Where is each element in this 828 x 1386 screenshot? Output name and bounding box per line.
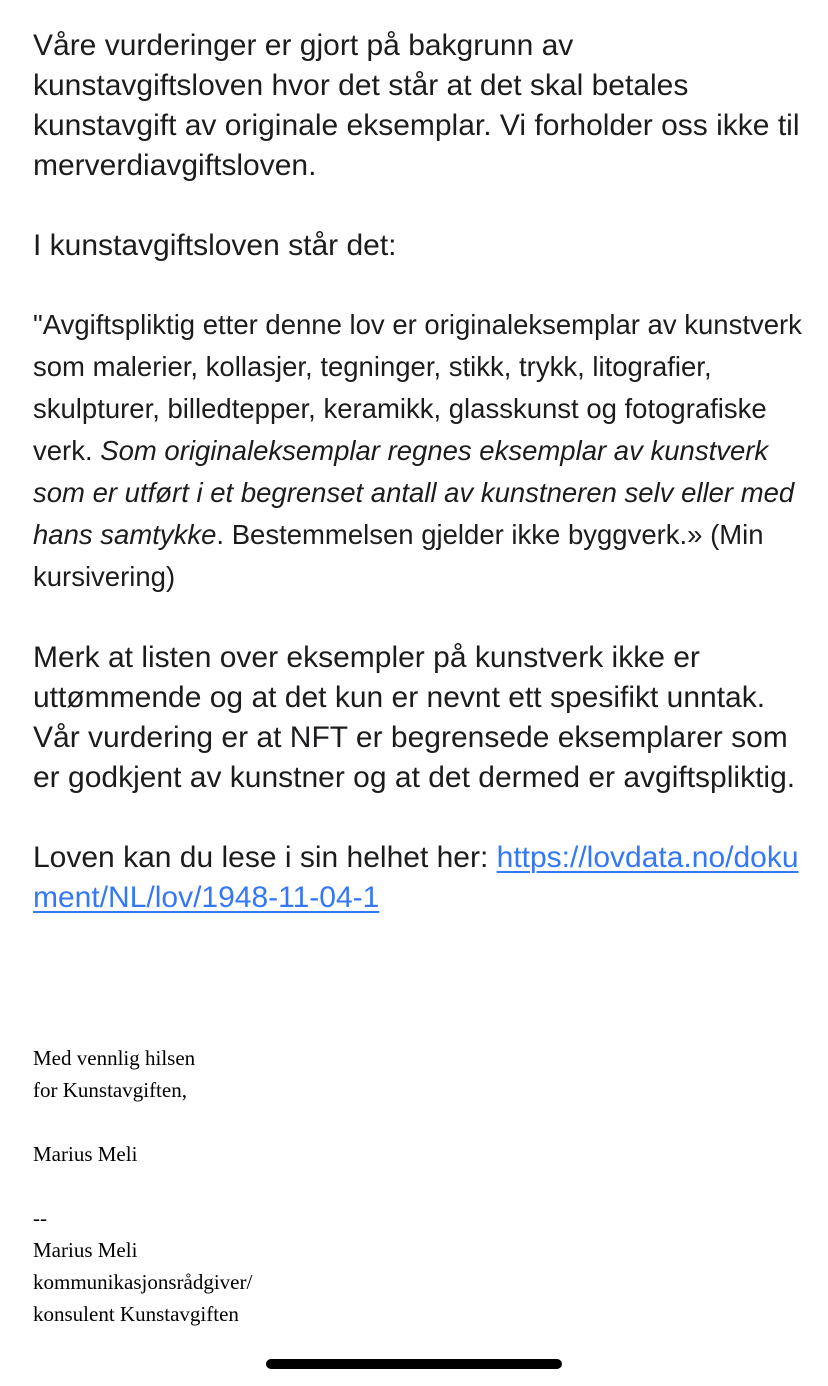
paragraph-assessment: Våre vurderinger er gjort på bakgrunn av kunstavgiftsloven hvor det står at det skal betales kunstavgift av originale eksemplar. Vi forholder oss ikke til merverdiavgiftsloven.	[33, 29, 800, 182]
quote-text-2: . Bestemmelsen gjelder ikke byggverk.» (Min kursivering)	[33, 519, 764, 592]
signature-organization: for Kunstavgiften,	[33, 1078, 187, 1102]
email-signature	[33, 1042, 533, 1330]
signature-gap	[33, 1106, 533, 1138]
law-quote	[33, 304, 803, 598]
signature-name-2: Marius Meli	[33, 1238, 138, 1262]
quote-text-1: "Avgiftspliktig etter denne lov er originaleksemplar av kunstverk som malerier, kollasjer, tegninger, stikk, trykk, litografier, skulpturer, billedtepper, keramikk, glasskunst og fotografiske verk.	[33, 309, 802, 466]
quote-italic-text: Som originaleksemplar regnes eksemplar av kunstverk som er utført i et begrenset antall av kunstneren selv eller med hans samtykke	[33, 435, 795, 550]
read-law-text: Loven kan du lese i sin helhet her:	[33, 841, 497, 874]
signature-title-2: konsulent Kunstavgiften	[33, 1302, 239, 1326]
signature-separator: --	[33, 1206, 47, 1230]
law-link[interactable]: https://lovdata.no/dokument/NL/lov/1948-11-04-1	[33, 841, 799, 914]
email-body	[33, 26, 803, 918]
paragraph-read-law	[33, 838, 803, 918]
signature-name: Marius Meli	[33, 1142, 138, 1166]
signature-title-1: kommunikasjonsrådgiver/	[33, 1270, 253, 1294]
paragraph-nft-assessment: Merk at listen over eksempler på kunstverk ikke er uttømmende og at det kun er nevnt ett spesifikt unntak. Vår vurdering er at NFT er begrensede eksemplarer som er godkjent av kunstner og at det dermed er avgiftspliktig.	[33, 641, 796, 794]
paragraph-law-intro: I kunstavgiftsloven står det:	[33, 229, 397, 262]
signature-greeting: Med vennlig hilsen	[33, 1046, 196, 1070]
home-indicator[interactable]	[266, 1359, 562, 1369]
signature-gap	[33, 1170, 533, 1202]
